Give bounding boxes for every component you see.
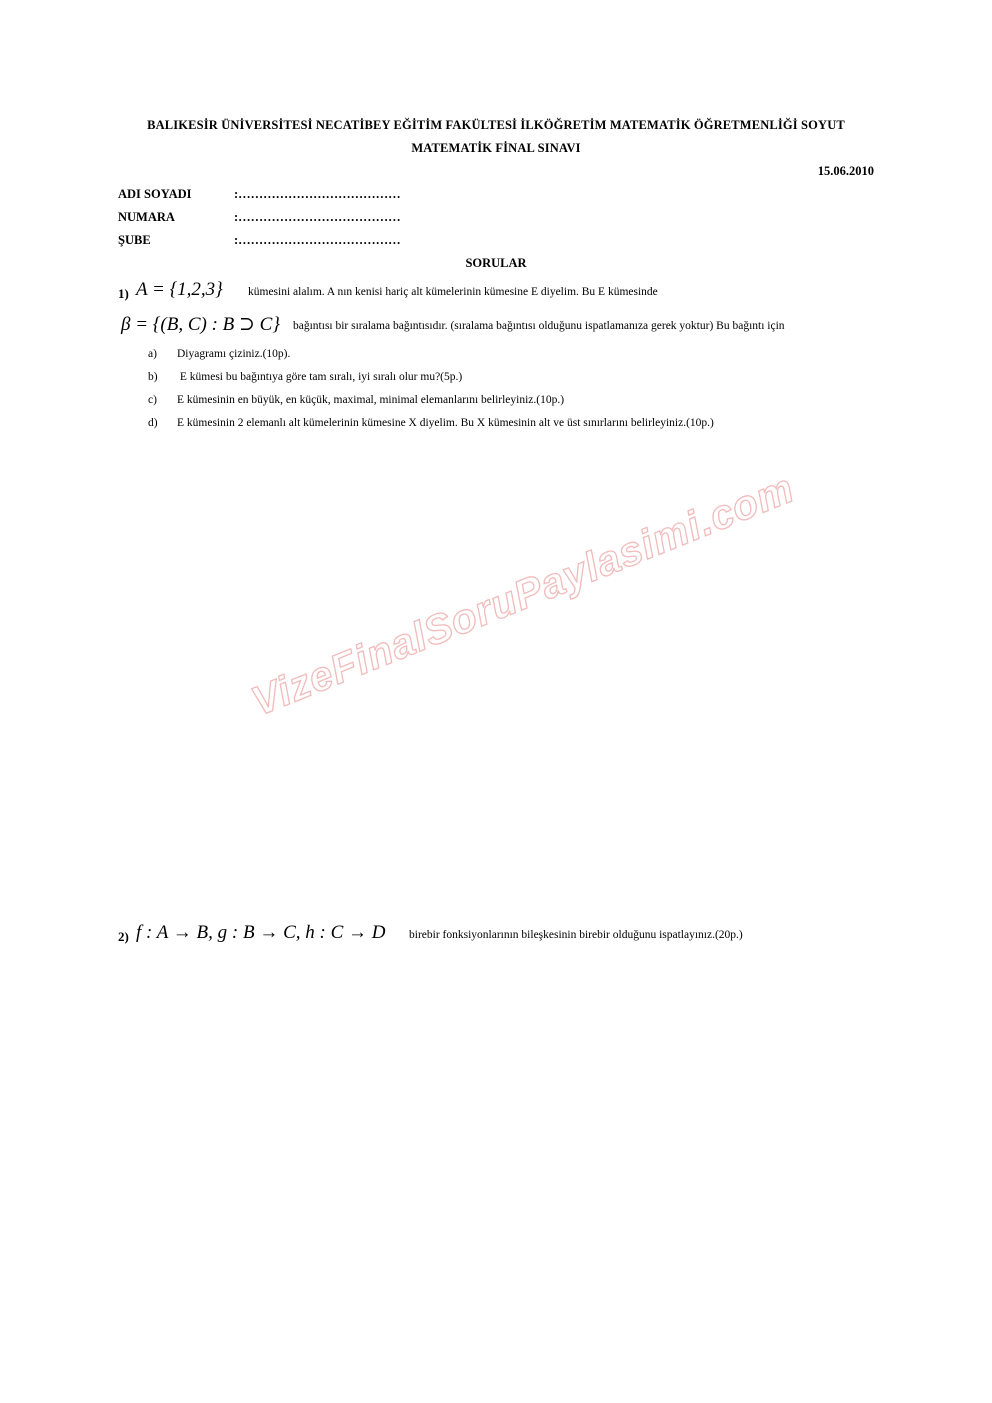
exam-title-line2: MATEMATİK FİNAL SINAVI [411,141,581,155]
branch-label: ŞUBE [118,233,151,247]
question-1b-text: E kümesi bu bağıntıya göre tam sıralı, iyi sıralı olur mu?(5p.) [177,371,463,383]
question-1-relation-formula: β = {(B, C) : B ⊃ C} [121,314,280,335]
name-field: :………………………………… [234,187,401,201]
number-label: NUMARA [118,210,175,224]
question-1d-text: E kümesinin 2 elemanlı alt kümelerinin kümesine X diyelim. Bu X kümesinin alt ve üst sınırlarını belirleyiniz.(10p.) [177,417,714,429]
question-1-number: 1) [118,286,129,301]
branch-field: :………………………………… [234,233,401,247]
watermark-logo: VizeFinalSoruPaylasimi.com [245,464,801,725]
name-label: ADI SOYADI [118,187,192,201]
question-2-function-formula: f : A → B, g : B → C, h : C → D [136,922,386,943]
question-1c-letter: c) [148,394,157,406]
question-1a-text: Diyagramı çiziniz.(10p). [177,348,291,360]
question-1b-letter: b) [148,371,158,383]
questions-heading: SORULAR [465,256,527,270]
question-1-set-formula: A = {1,2,3} [136,279,223,300]
question-1d-letter: d) [148,417,158,429]
number-field: :………………………………… [234,210,401,224]
question-2-number: 2) [118,929,129,944]
question-2-text: birebir fonksiyonlarının bileşkesinin birebir olduğunu ispatlayınız.(20p.) [409,929,743,941]
exam-title-line1: BALIKESİR ÜNİVERSİTESİ NECATİBEY EĞİTİM FAKÜLTESİ İLKÖĞRETİM MATEMATİK ÖĞRETMENLİĞİ SOYUT [147,118,845,132]
question-1a-letter: a) [148,348,157,360]
question-1-relation-text: bağıntısı bir sıralama bağıntısıdır. (sıralama bağıntısı olduğunu ispatlamanıza gerek yoktur) Bu bağıntı için [293,320,785,332]
exam-date: 15.06.2010 [817,164,874,178]
question-1-intro-text: kümesini alalım. A nın kenisi hariç alt kümelerinin kümesine E diyelim. Bu E kümesinde [248,286,658,298]
question-1c-text: E kümesinin en büyük, en küçük, maximal, minimal elemanlarını belirleyiniz.(10p.) [177,394,565,406]
